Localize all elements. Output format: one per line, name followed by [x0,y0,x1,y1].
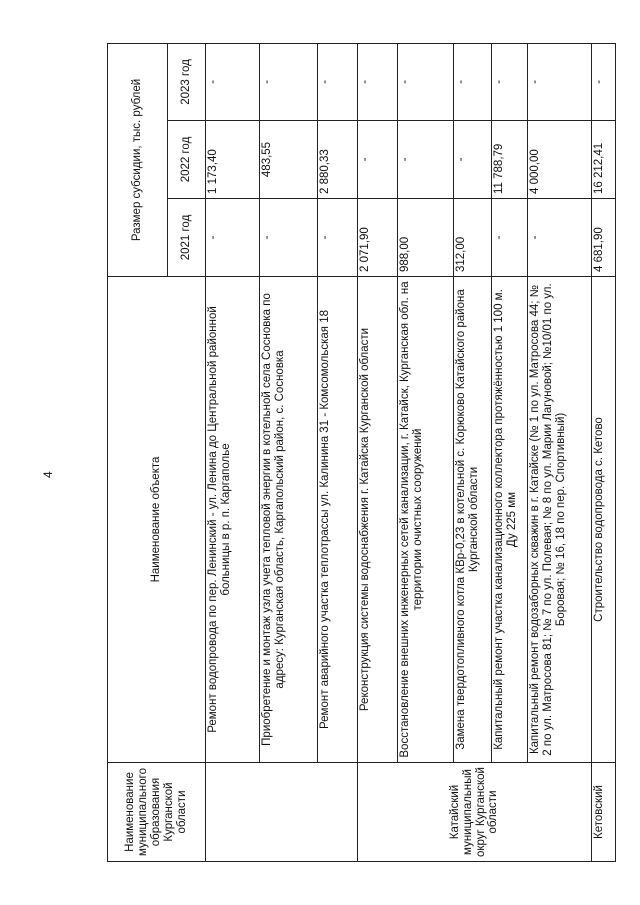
value-2023: - [318,43,358,120]
object-cell: Строительство водопровода с. Кетово [592,277,616,763]
object-cell: Замена твердотопливного котла КВр-0,23 в котельной с. Корюково Катайского района Курганской области [454,277,492,763]
value-2022: 4 000,00 [528,121,592,199]
municipality-cell: Кетовский [592,763,616,862]
value-2023: - [528,43,592,120]
value-2021: - [528,199,592,277]
object-cell: Восстановление внешних инженерных сетей канализации, г. Катайск, Курганская обл. на территории очистных сооружений [398,277,454,763]
object-cell: Приобретение и монтаж узла учета тепловой энергии в котельной села Сосновка по адресу: Курганская область, Каргапольский район, с. Сосновка [260,277,318,763]
object-cell: Ремонт водопровода по пер. Ленинский - ул. Ленина до Центральной районной больницы в р. п. Каргаполье [206,277,260,763]
municipality-cell: Катайский муниципальный округ Курганской области [358,763,592,862]
page-number: 4 [41,471,55,478]
value-2021: 4 681,90 [592,199,616,277]
value-2022: - [454,121,492,199]
value-2023: - [398,43,454,120]
value-2021: - [318,199,358,277]
municipality-cell [206,763,358,862]
value-2022: - [398,121,454,199]
value-2021: 2 071,90 [358,199,398,277]
value-2022: - [358,121,398,199]
table-row [206,43,260,861]
header-subsidy: Размер субсидии, тыс. рублей [108,43,168,276]
value-2022: 16 212,41 [592,121,616,199]
value-2022: 2 880,33 [318,121,358,199]
value-2022: 483,55 [260,121,318,199]
value-2022: 11 788,79 [492,121,528,199]
object-cell: Капитальный ремонт участка канализационного коллектора протяжённостью 1 100 м. Ду 225 мм [492,277,528,763]
value-2023: - [260,43,318,120]
table-row [492,43,528,861]
table-row [398,43,454,861]
object-cell: Реконструкция системы водоснабжения г. Катайска Курганской области [358,277,398,763]
value-2023: - [206,43,260,120]
table-row [358,43,398,861]
header-2022: 2022 год [168,121,206,199]
value-2023: - [592,43,616,120]
object-cell: Ремонт аварийного участка теплотрассы ул. Калинина 31 - Комсомольская 18 [318,277,358,763]
header-object: Наименование объекта [108,277,206,763]
value-2021: - [206,199,260,277]
table-row [454,43,492,861]
header-2021: 2021 год [168,199,206,277]
value-2021: - [260,199,318,277]
value-2023: - [454,43,492,120]
value-2023: - [358,43,398,120]
header-municipality: Наименование муниципального образования Курганской области [108,763,206,862]
header-2023: 2023 год [168,43,206,120]
table-row [318,43,358,861]
value-2021: 988,00 [398,199,454,277]
object-cell: Капитальный ремонт водозаборных скважин в г. Катайске (№ 1 по ул. Матросова 44; № 2 по ул. Матросова 81; № 7 по ул. Полевая; № 8 по ул. Марии Лагуновой; №10/01 по ул. Боровая; № 16, 18 по пер. Спортивный) [528,277,592,763]
value-2022: 1 173,40 [206,121,260,199]
subsidy-table [107,43,616,862]
value-2023: - [492,43,528,120]
value-2021: 312,00 [454,199,492,277]
table-row [592,43,616,861]
value-2021: - [492,199,528,277]
table-row [260,43,318,861]
table-row [528,43,592,861]
rotated-table-container [107,44,615,862]
